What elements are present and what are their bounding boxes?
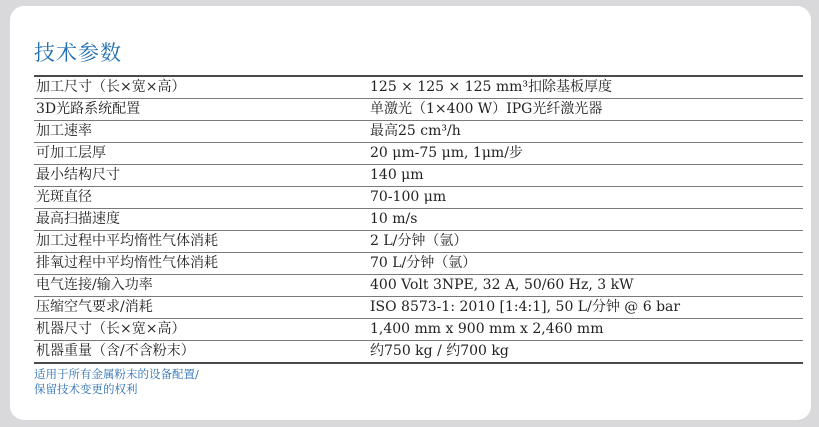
row-value: 1,400 mm x 900 mm x 2,460 mm [367,319,803,341]
row-label: 可加工层厚 [34,143,367,165]
row-label: 光斑直径 [34,187,367,209]
table-row [34,319,803,341]
row-value: 140 μm [367,165,803,187]
row-label: 最高扫描速度 [34,209,367,231]
row-value: ISO 8573-1: 2010 [1:4:1], 50 L/分钟 @ 6 bar [367,297,803,319]
row-label: 机器重量（含/不含粉末） [36,343,195,359]
table-row [34,76,803,99]
spec-table [34,75,803,364]
row-label: 电气连接/输入功率 [34,275,367,297]
table-row [34,341,803,364]
row-value: 单激光（1×400 W）IPG光纤激光器 [367,99,803,121]
row-value: 约750 kg / 约700 kg [370,343,509,359]
footnote-line: 适用于所有金属粉末的设备配置/ [34,367,199,381]
table-row [34,143,803,165]
row-label: 机器尺寸（长×宽×高） [34,319,367,341]
row-label: 压缩空气要求/消耗 [34,297,367,319]
table-row [34,187,803,209]
row-value: 10 m/s [367,209,803,231]
table-row [34,297,803,319]
table-row [34,165,803,187]
table-row [34,209,803,231]
row-value: 2 L/分钟（氩） [367,231,803,253]
row-label: 加工速率 [34,121,367,143]
row-label: 加工尺寸（长×宽×高） [34,76,367,99]
row-value: 400 Volt 3NPE, 32 A, 50/60 Hz, 3 kW [367,275,803,297]
row-value: 125 × 125 × 125 mm³扣除基板厚度 [367,76,803,99]
row-label: 最小结构尺寸 [34,165,367,187]
row-label: 3D光路系统配置 [34,99,367,121]
table-row [34,231,803,253]
spec-card [10,6,811,420]
table-row [34,275,803,297]
table-row [34,99,803,121]
row-value: 70 L/分钟（氩） [367,253,803,275]
footnote-line: 保留技术变更的权利 [34,382,138,396]
row-value: 20 μm-75 μm, 1μm/步 [367,143,803,165]
row-label: 排氧过程中平均惰性气体消耗 [34,253,367,275]
footnote [34,367,199,397]
table-row [34,121,803,143]
row-label: 加工过程中平均惰性气体消耗 [34,231,367,253]
table-row [34,253,803,275]
row-value: 最高25 cm³/h [367,121,803,143]
section-title: 技术参数 [34,41,122,65]
row-value: 70-100 μm [367,187,803,209]
